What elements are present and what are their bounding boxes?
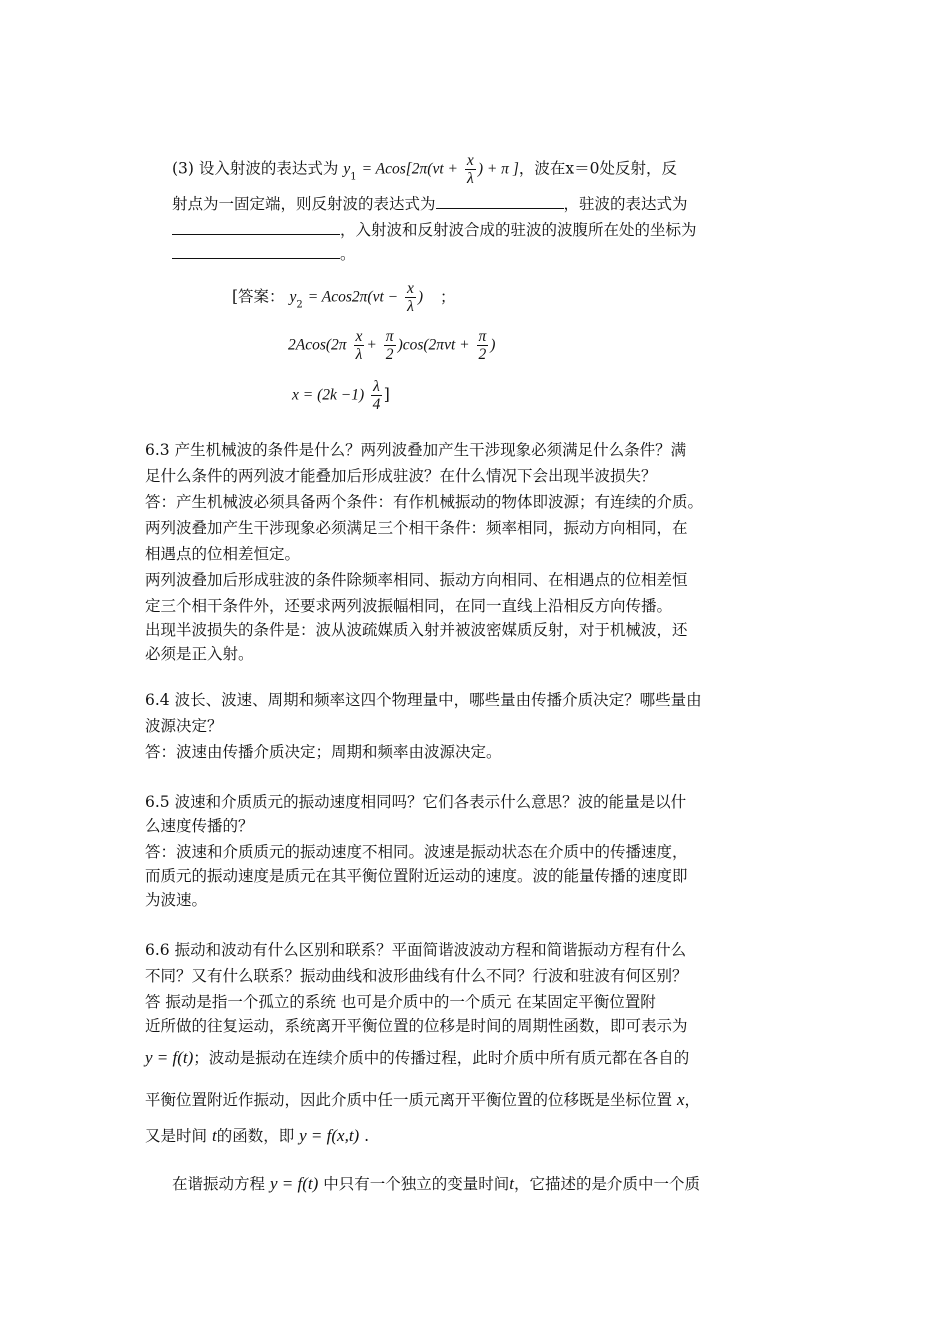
answer-label: [答案： xyxy=(232,287,285,306)
eq-y2-symbol: y xyxy=(289,288,297,306)
eq-standing-fraction-x-denominator: λ xyxy=(355,346,363,363)
eq-standing-part-d: ) xyxy=(490,336,496,354)
q3-line1-tail: ，波在x＝0处反射，反 xyxy=(518,159,677,178)
eq-vibration-2: y = f(t) xyxy=(269,1174,319,1193)
answer-blank-2 xyxy=(172,220,340,235)
paragraph-line: 答：波速和介质质元的振动速度不相同。波速是振动状态在介质中的传播速度， xyxy=(145,843,688,861)
eq-antinode-fraction-denominator: 4 xyxy=(372,396,381,413)
var-t: t xyxy=(211,1126,217,1145)
paragraph-line-with-eq xyxy=(145,1048,689,1068)
paragraph-line: 6.4 波长、波速、周期和频率这四个物理量中，哪些量由传播介质决定？哪些量由 xyxy=(145,691,702,709)
paragraph-line: 为波速。 xyxy=(145,891,208,909)
eq-standing-fraction-pi-1-denominator: 2 xyxy=(385,346,394,363)
answer-close-bracket: ] xyxy=(383,385,390,404)
eq-antinode-part-a: x = (2k −1) xyxy=(292,386,365,404)
eq-y1-symbol: y xyxy=(343,160,351,178)
line-text: 在谐振动方程 xyxy=(172,1175,266,1193)
paragraph-line-with-eq xyxy=(145,1090,700,1110)
eq-y2-part-b: ) xyxy=(417,288,424,306)
eq-vibration: y = f(t) xyxy=(145,1048,194,1067)
answer-blank-3 xyxy=(172,244,340,259)
paragraph-line: 足什么条件的两列波才能叠加后形成驻波？在什么情况下会出现半波损失？ xyxy=(145,467,657,485)
q3-intro-text: 设入射波的表达式为 xyxy=(198,159,339,178)
line-text: 平衡位置附近作振动，因此介质中任一质元离开平衡位置的位移既是坐标位置 xyxy=(145,1091,673,1109)
paragraph-line: 不同？又有什么联系？振动曲线和波形曲线有什么不同？行波和驻波有何区别？ xyxy=(145,967,688,985)
var-x: x xyxy=(676,1090,685,1109)
paragraph-line-with-eq xyxy=(172,1174,700,1194)
paragraph-line: 波源决定？ xyxy=(145,717,223,735)
line-text: 中只有一个独立的变量时间 xyxy=(323,1175,510,1193)
eq-y2-part-a: = Acos2π(νt − xyxy=(307,288,399,306)
eq-y1-fraction-denominator: λ xyxy=(467,170,474,187)
eq-y2-subscript: 2 xyxy=(296,299,303,311)
q3-answer-line-2 xyxy=(288,328,495,363)
line-text: ，它描述的是介质中一个质 xyxy=(513,1175,700,1193)
paragraph-line: 两列波叠加产生干涉现象必须满足三个相干条件：频率相同，振动方向相同，在 xyxy=(145,519,688,537)
q3-answer-line-1 xyxy=(232,280,456,316)
eq-y2-fraction-numerator: x xyxy=(407,280,414,297)
eq-y1-part-b: ) + π ] xyxy=(477,160,519,178)
var-t: t xyxy=(509,1174,514,1193)
eq-y1-fraction xyxy=(465,152,476,187)
answer-blank-1 xyxy=(436,194,564,209)
eq-standing-fraction-pi-2 xyxy=(477,328,489,363)
eq-standing-part-a: 2Acos(2π xyxy=(288,336,347,354)
line-text: 又是时间 xyxy=(145,1127,208,1145)
paragraph-line: 6.5 波速和介质质元的振动速度相同吗？它们各表示什么意思？波的能量是以什 xyxy=(145,793,687,811)
q3-answer-line-3 xyxy=(292,378,390,413)
eq-wave: y = f(x,t) xyxy=(299,1126,360,1145)
paragraph-line-with-eq xyxy=(145,1126,369,1146)
answer-separator: ； xyxy=(440,287,456,306)
q3-line4-tail: 。 xyxy=(340,245,356,263)
line-text: 的函数，即 xyxy=(216,1127,295,1145)
q3-line2-tail: ，驻波的表达式为 xyxy=(563,195,688,213)
paragraph-line: 定三个相干条件外，还要求两列波振幅相同，在同一直线上沿相反方向传播。 xyxy=(145,597,673,615)
paragraph-line: 而质元的振动速度是质元在其平衡位置附近运动的速度。波的能量传播的速度即 xyxy=(145,867,688,885)
line-text: ；波动是振动在连续介质中的传播过程，此时介质中所有质元都在各自的 xyxy=(193,1049,690,1067)
q3-label: (3) xyxy=(172,159,194,178)
paragraph-line: 出现半波损失的条件是：波从波疏媒质入射并被波密媒质反射，对于机械波，还 xyxy=(145,621,688,639)
paragraph-line: 近所做的往复运动，系统离开平衡位置的位移是时间的周期性函数，即可表示为 xyxy=(145,1017,688,1035)
q3-line3-tail: ，入射波和反射波合成的驻波的波腹所在处的坐标为 xyxy=(340,221,697,239)
line-text: ， xyxy=(684,1091,701,1109)
eq-y2-fraction xyxy=(405,280,416,315)
paragraph-line: 6.6 振动和波动有什么区别和联系？平面简谐波波动方程和简谐振动方程有什么 xyxy=(145,941,687,959)
eq-standing-fraction-pi-2-numerator: π xyxy=(478,328,487,345)
paragraph-line: 相遇点的位相差恒定。 xyxy=(145,545,301,563)
q3-line-2 xyxy=(172,194,688,214)
paragraph-line: 两列波叠加后形成驻波的条件除频率相同、振动方向相同、在相遇点的位相差恒 xyxy=(145,571,688,589)
eq-standing-fraction-x xyxy=(354,328,365,363)
paragraph-line: 答：波速由传播介质决定；周期和频率由波源决定。 xyxy=(145,743,502,761)
eq-y2-fraction-denominator: λ xyxy=(407,298,414,315)
eq-antinode-fraction xyxy=(371,378,382,413)
q3-line2-text: 射点为一固定端，则反射波的表达式为 xyxy=(172,195,436,213)
eq-y1-fraction-numerator: x xyxy=(466,152,474,169)
line-text: . xyxy=(364,1127,370,1145)
q3-line-1 xyxy=(172,152,677,188)
eq-y1-subscript: 1 xyxy=(350,171,357,183)
paragraph-line: 6.3 产生机械波的条件是什么？两列波叠加产生干涉现象必须满足什么条件？满 xyxy=(145,441,687,459)
q3-line-3 xyxy=(172,220,697,240)
paragraph-line: 必须是正入射。 xyxy=(145,645,254,663)
paragraph-line: 么速度传播的？ xyxy=(145,817,254,835)
q3-line-4 xyxy=(172,244,356,264)
eq-standing-fraction-pi-1-numerator: π xyxy=(385,328,394,345)
eq-standing-fraction-x-numerator: x xyxy=(355,328,363,345)
eq-standing-fraction-pi-2-denominator: 2 xyxy=(478,346,487,363)
eq-antinode-fraction-numerator: λ xyxy=(373,378,380,395)
eq-standing-plus: + xyxy=(366,336,377,354)
eq-y1-part-a: = Acos[2π(νt + xyxy=(361,160,458,178)
eq-standing-fraction-pi-1 xyxy=(384,328,396,363)
paragraph-line: 答 振动是指一个孤立的系统 也可是介质中的一个质元 在某固定平衡位置附 xyxy=(145,993,656,1011)
paragraph-line: 答：产生机械波必须具备两个条件：有作机械振动的物体即波源；有连续的介质。 xyxy=(145,493,704,511)
eq-standing-part-c: )cos(2πνt + xyxy=(397,336,470,354)
